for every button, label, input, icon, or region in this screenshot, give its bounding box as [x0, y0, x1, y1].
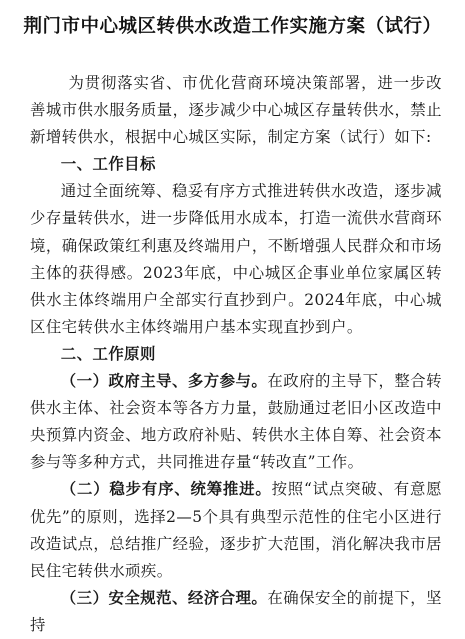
principle3-label: （三）安全规范、经济合理。 — [60, 588, 268, 607]
section1-heading: 一、工作目标 — [60, 155, 156, 174]
principle1-label: （一）政府主导、多方参与。 — [60, 372, 268, 391]
principle2-text: 按照“试点突破、有意愿优先”的原则，选择2—5个具有典型示范性的住宅小区进行改造试点，总结推广经验，逐步扩大范围，消化解决我市居民住宅转供水顽疾。 — [30, 480, 442, 580]
principle2-label: （二）稳步有序、统筹推进。 — [60, 480, 272, 499]
principle3-text: 在确保安全的前提下，坚持 — [30, 588, 443, 634]
document-body — [30, 70, 442, 639]
intro-paragraph: 为贯彻落实省、市优化营商环境决策部署，进一步改善城市供水服务质量，逐步减少中心城区存量转供水，禁止新增转供水，根据中心城区实际，制定方案（试行）如下: — [30, 74, 442, 147]
document-title: 荆门市中心城区转供水改造工作实施方案（试行） — [23, 16, 442, 37]
section1-paragraph: 通过全面统筹、稳妥有序方式推进转供水改造，逐步减少存量转供水，进一步降低用水成本，打造一流供水营商环境，确保政策红利惠及终端用户，不断增强人民群众和市场主体的获得感。2023年底，中心城区企事业单位家属区转供水主体终端用户全部实行直抄到户。2024年底，中心城区住宅转供水主体终端用户基本实现直抄到户。 — [30, 182, 442, 336]
principle3-paragraph — [30, 585, 442, 639]
principle1-paragraph — [30, 368, 442, 476]
principle1-text: 在政府的主导下，整合转供水主体、社会资本等各方力量，鼓励通过老旧小区改造中央预算内资金、地方政府补贴、转供水主体自筹、社会资本参与等多种方式，共同推进存量“转改直”工作。 — [30, 372, 443, 472]
principle2-paragraph — [30, 476, 442, 584]
section2-heading: 二、工作原则 — [60, 344, 156, 363]
